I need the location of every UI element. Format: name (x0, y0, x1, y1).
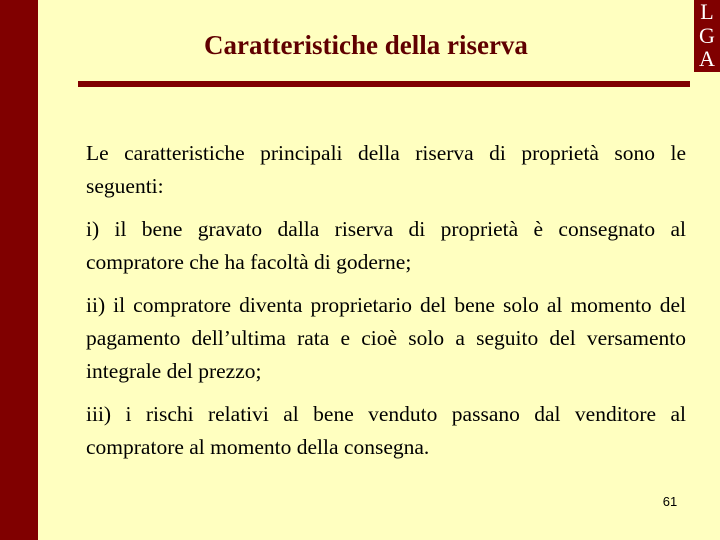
slide-title: Caratteristiche della riserva (204, 30, 528, 60)
logo-letter-a: A (699, 46, 715, 71)
lga-logo (694, 0, 720, 72)
title-divider (78, 81, 690, 87)
point-ii-paragraph: ii) il compratore diventa proprietario del bene solo al momento del pagamento dell’ultima rata e cioè solo a seguito del versamento integrale del prezzo; (86, 293, 686, 383)
logo-letter-g: G (699, 22, 715, 48)
intro-paragraph: Le caratteristiche principali della riserva di proprietà sono le seguenti: (86, 141, 686, 198)
point-i-paragraph: i) il bene gravato dalla riserva di proprietà è consegnato al compratore che ha facoltà di goderne; (86, 217, 686, 274)
logo-letter-l: L (700, 0, 714, 24)
page-number: 61 (662, 494, 678, 509)
slide-body (86, 137, 686, 474)
point-iii-paragraph: iii) i rischi relativi al bene venduto passano dal venditore al compratore al momento della consegna. (86, 402, 686, 459)
left-accent-bar (0, 0, 38, 540)
